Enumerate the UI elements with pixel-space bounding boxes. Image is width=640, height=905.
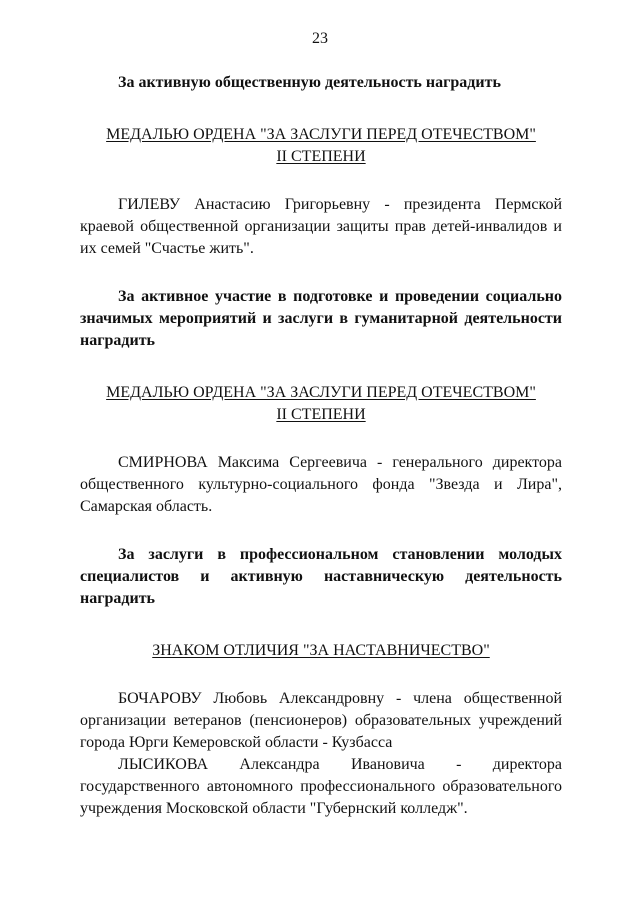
award-title-line: II СТЕПЕНИ — [276, 148, 366, 165]
award-title — [80, 382, 562, 426]
recipient-entry: СМИРНОВА Максима Сергеевича - генерального директора общественного культурно-социального фонда "Звезда и Лира", Самарская область. — [80, 454, 562, 515]
award-title-line: II СТЕПЕНИ — [276, 406, 366, 423]
award-title-line: МЕДАЛЬЮ ОРДЕНА "ЗА ЗАСЛУГИ ПЕРЕД ОТЕЧЕСТВОМ" — [106, 384, 536, 401]
award-title — [80, 124, 562, 168]
award-reason-heading: За активную общественную деятельность наградить — [118, 74, 501, 91]
recipient-entry: ЛЫСИКОВА Александра Ивановича - директора государственного автономного профессионального образовательного учреждения Московской области "Губернский колледж". — [80, 756, 562, 817]
document-body — [80, 72, 562, 820]
recipient-entry: ГИЛЕВУ Анастасию Григорьевну - президента Пермской краевой общественной организации защиты прав детей-инвалидов и их семей "Счастье жить". — [80, 196, 562, 257]
award-reason-heading: За активное участие в подготовке и проведении социально значимых мероприятий и заслуги в гуманитарной деятельности наградить — [80, 288, 562, 349]
award-reason-heading: За заслуги в профессиональном становлении молодых специалистов и активную наставническую деятельность наградить — [80, 546, 562, 607]
page-number: 23 — [312, 30, 328, 47]
recipient-entry: БОЧАРОВУ Любовь Александровну - члена общественной организации ветеранов (пенсионеров) образовательных учреждений города Юрги Кемеровской области - Кузбасса — [80, 690, 562, 751]
award-title — [80, 640, 562, 662]
award-title-line: МЕДАЛЬЮ ОРДЕНА "ЗА ЗАСЛУГИ ПЕРЕД ОТЕЧЕСТВОМ" — [106, 126, 536, 143]
award-title-line: ЗНАКОМ ОТЛИЧИЯ "ЗА НАСТАВНИЧЕСТВО" — [152, 642, 490, 659]
